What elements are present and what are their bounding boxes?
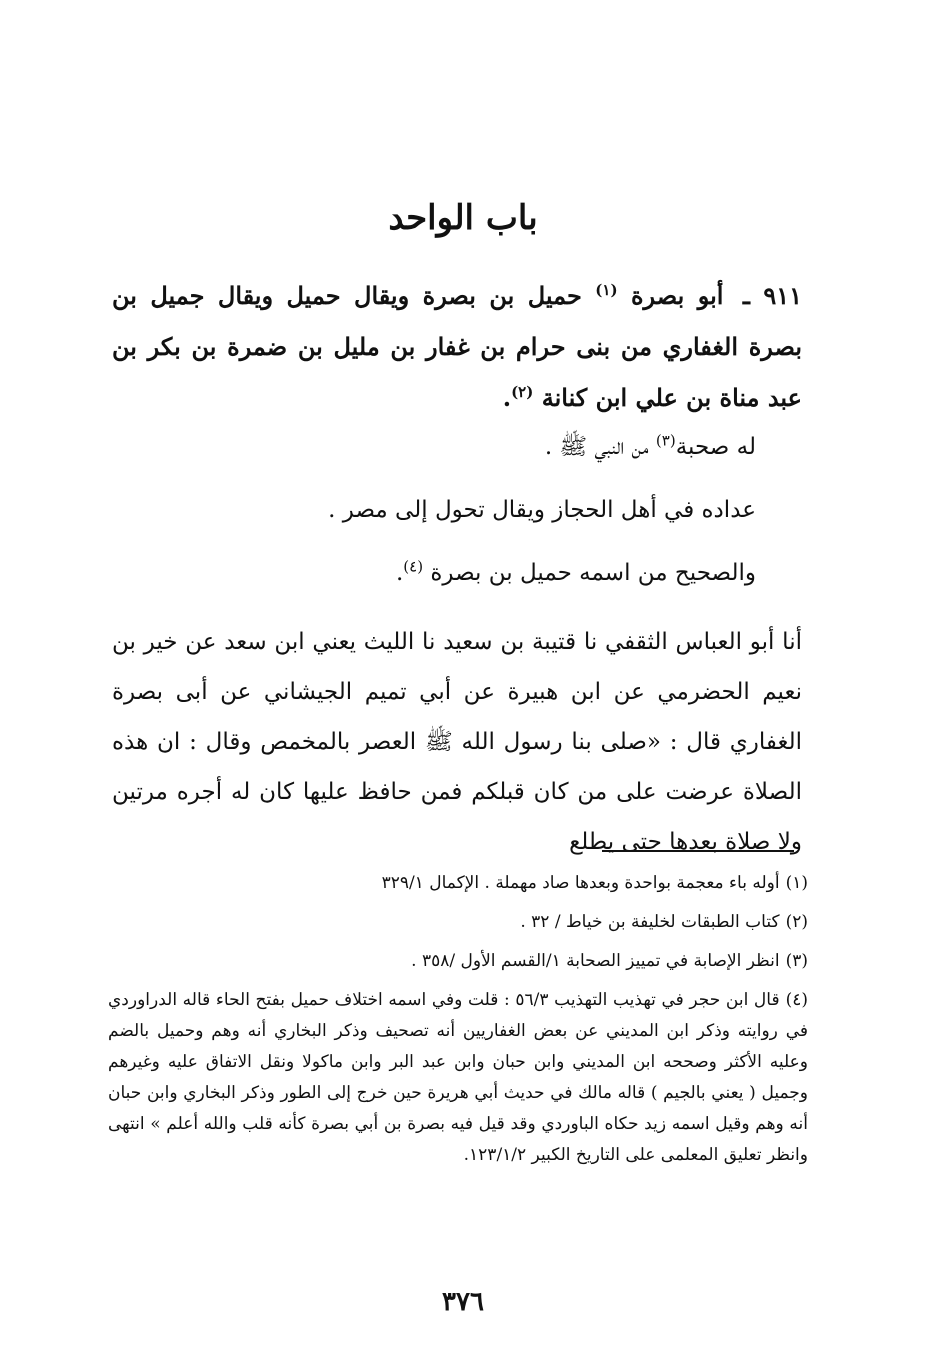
- companionship-rest: من النبي ﷺ .: [544, 434, 649, 460]
- page-number: ٣٧٦: [442, 1287, 484, 1317]
- correct-name-text: والصحيح من اسمه حميل بن بصرة: [430, 560, 756, 586]
- footnote-ref-4: (٤): [403, 557, 424, 576]
- footnote-number: (٢): [785, 912, 808, 932]
- footnote-1: [108, 868, 808, 899]
- footnote-ref-2: (٢): [511, 383, 534, 401]
- footnote-separator: [602, 850, 794, 852]
- entry-number: ٩١١ ـ: [742, 281, 802, 310]
- entry-name: أبو بصرة: [630, 281, 724, 310]
- companionship-line: [545, 432, 756, 466]
- chapter-title: باب الواحد: [388, 198, 538, 238]
- correct-name-end: .: [395, 560, 404, 586]
- correct-name-line: [395, 557, 756, 586]
- companionship-text: له صحبة: [675, 434, 756, 460]
- biography-entry: [112, 270, 802, 423]
- footnote-text: أوله باء معجمة بواحدة وبعدها صاد مهملة . الإكمال ٣٢٩/١: [381, 873, 780, 893]
- footnote-number: (٣): [785, 951, 808, 971]
- footnote-text: قال ابن حجر في تهذيب التهذيب ٥٦/٣ : قلت وفي اسمه اختلاف حميل بفتح الحاء قاله الدراوردي في روايته وذكر ابن المديني عن بعض الغفاريين أنه تصحيف وذكر البخاري أنه وهم وحميل بالضم وعليه الأكثر وصححه ابن المديني وابن حبان وابن عبد البر وابن ماكولا ونقل الاتفاق عليه وغيرهم وجميل ( يعني بالجيم ) قاله مالك في حديث أبي هريرة حين خرج إلى الطور وذكر البخاري وابن حبان أنه وهم وقيل اسمه زيد حكاه الباوردي وقد قيل فيه بصرة بن أبي بصرة كأنه قلب والله أعلم » انتهى وانظر تعليق المعلمى على التاريخ الكبير ١٢٣/١/٢.: [108, 990, 808, 1165]
- footnote-text: كتاب الطبقات لخليفة بن خياط / ٣٢ .: [520, 912, 780, 932]
- entry-text: حميل بن بصرة ويقال حميل ويقال جميل بن بصرة الغفاري من بنى حرام بن غفار بن مليل بن ضمرة بن بكر بن عبد مناة بن علي ابن كنانة: [112, 281, 802, 412]
- footnote-text: انظر الإصابة في تمييز الصحابة ١/القسم الأول /٣٥٨ .: [411, 951, 780, 971]
- footnote-2: [108, 907, 808, 938]
- footnotes: [108, 868, 808, 1179]
- footnote-number: (٤): [785, 990, 808, 1010]
- entry-end: .: [502, 383, 512, 412]
- footnote-3: [108, 946, 808, 977]
- residence-line: عداده في أهل الحجاز ويقال تحول إلى مصر .: [328, 497, 756, 523]
- hadith-paragraph: أنا أبو العباس الثقفي نا قتيبة بن سعيد نا الليث يعني ابن سعد عن خير بن نعيم الحضرمي عن ابن هبيرة عن أبي تميم الجيشاني عن أبى بصرة الغفاري قال : «صلى بنا رسول الله ﷺ العصر بالمخمص وقال : ان هذه الصلاة عرضت على من كان قبلكم فمن حافظ عليها كان له أجره مرتين ولا صلاة بعدها حتى يطلع: [112, 629, 802, 855]
- footnote-number: (١): [785, 873, 808, 893]
- footnote-ref-3: (٣): [655, 431, 676, 450]
- footnote-ref-1: (١): [595, 281, 618, 299]
- footnote-4: [108, 985, 808, 1171]
